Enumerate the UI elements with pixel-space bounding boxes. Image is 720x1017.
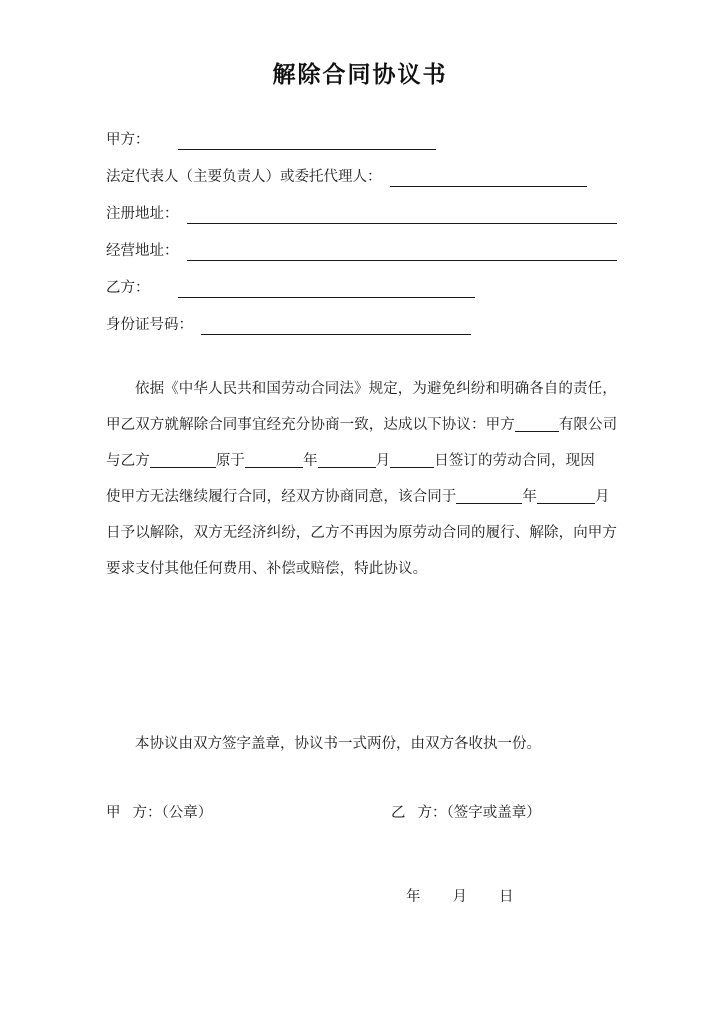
body-line-1 <box>106 371 617 407</box>
field-rule-registered-address[interactable] <box>187 208 617 224</box>
field-row-legal-representative <box>106 150 616 187</box>
field-label-business-address: 经营地址： <box>106 243 179 260</box>
date-month-label: 月 <box>452 889 467 905</box>
signature-party-b-prefix: 乙 <box>391 805 406 821</box>
blank-termination-month[interactable] <box>537 490 595 504</box>
closing-statement <box>106 729 614 759</box>
field-rule-party-a[interactable] <box>178 134 436 150</box>
body-text: 月 <box>375 453 391 469</box>
body-line-5 <box>106 515 617 551</box>
field-row-business-address <box>106 224 616 261</box>
blank-original-day[interactable] <box>390 454 434 468</box>
body-text: 月 <box>595 489 610 505</box>
closing-text: 本协议由双方签字盖章，协议书一式两份，由双方各收执一份。 <box>135 736 541 752</box>
signature-party-a-prefix: 甲 <box>106 805 121 821</box>
field-rule-id-number[interactable] <box>201 319 471 335</box>
field-label-party-a: 甲方： <box>106 132 150 149</box>
body-text: 日予以解除，双方无经济纠纷，乙方不再因为原劳动合同的履行、解除，向甲方 <box>106 525 617 541</box>
blank-original-year[interactable] <box>245 454 303 468</box>
body-line-6 <box>106 551 614 587</box>
body-line-3 <box>106 443 614 479</box>
body-text: 使甲方无法继续履行合同，经双方协商同意，该合同于 <box>106 489 457 505</box>
body-text: 与乙方 <box>106 453 150 469</box>
body-text: 要求支付其他任何费用、补偿或赔偿，特此协议。 <box>106 561 428 577</box>
date-fields <box>406 885 514 906</box>
field-label-registered-address: 注册地址： <box>106 206 179 223</box>
party-information-fields <box>106 113 616 335</box>
date-day-label: 日 <box>499 889 514 905</box>
body-text: 年 <box>303 453 318 469</box>
field-rule-party-b[interactable] <box>178 282 475 298</box>
signature-party-b <box>391 801 541 822</box>
blank-company-name[interactable] <box>515 418 559 432</box>
body-text: 甲乙双方就解除合同事宜经充分协商一致，达成以下协议：甲方 <box>106 417 515 433</box>
signature-party-b-suffix: 方：（签字或盖章） <box>417 805 541 821</box>
body-text: 年 <box>522 489 538 505</box>
field-rule-business-address[interactable] <box>187 245 617 261</box>
body-line-4 <box>106 479 614 515</box>
field-row-registered-address <box>106 187 616 224</box>
field-rule-legal-representative[interactable] <box>390 171 587 187</box>
body-line-2 <box>106 407 618 443</box>
body-text: 有限公司 <box>558 417 618 433</box>
field-label-party-b: 乙方： <box>106 280 150 297</box>
signature-party-a <box>106 801 212 822</box>
field-row-party-a <box>106 113 616 150</box>
field-label-legal-representative: 法定代表人（主要负责人）或委托代理人： <box>106 169 382 186</box>
blank-original-month[interactable] <box>318 454 376 468</box>
signature-party-a-suffix: 方：（公章） <box>132 805 213 821</box>
field-row-id-number <box>106 298 616 335</box>
blank-termination-year[interactable] <box>456 490 522 504</box>
body-text: 依据《中华人民共和国劳动合同法》规定，为避免纠纷和明确各自的责任， <box>135 381 617 397</box>
body-text: 原于 <box>215 453 246 469</box>
body-text: 日签订的劳动合同，现因 <box>434 453 595 469</box>
field-row-party-b <box>106 261 616 298</box>
field-label-id-number: 身份证号码： <box>106 317 193 334</box>
blank-party-b-name[interactable] <box>150 454 216 468</box>
date-year-label: 年 <box>406 889 421 905</box>
page-title: 解除合同协议书 <box>272 61 448 88</box>
agreement-body <box>106 371 618 587</box>
